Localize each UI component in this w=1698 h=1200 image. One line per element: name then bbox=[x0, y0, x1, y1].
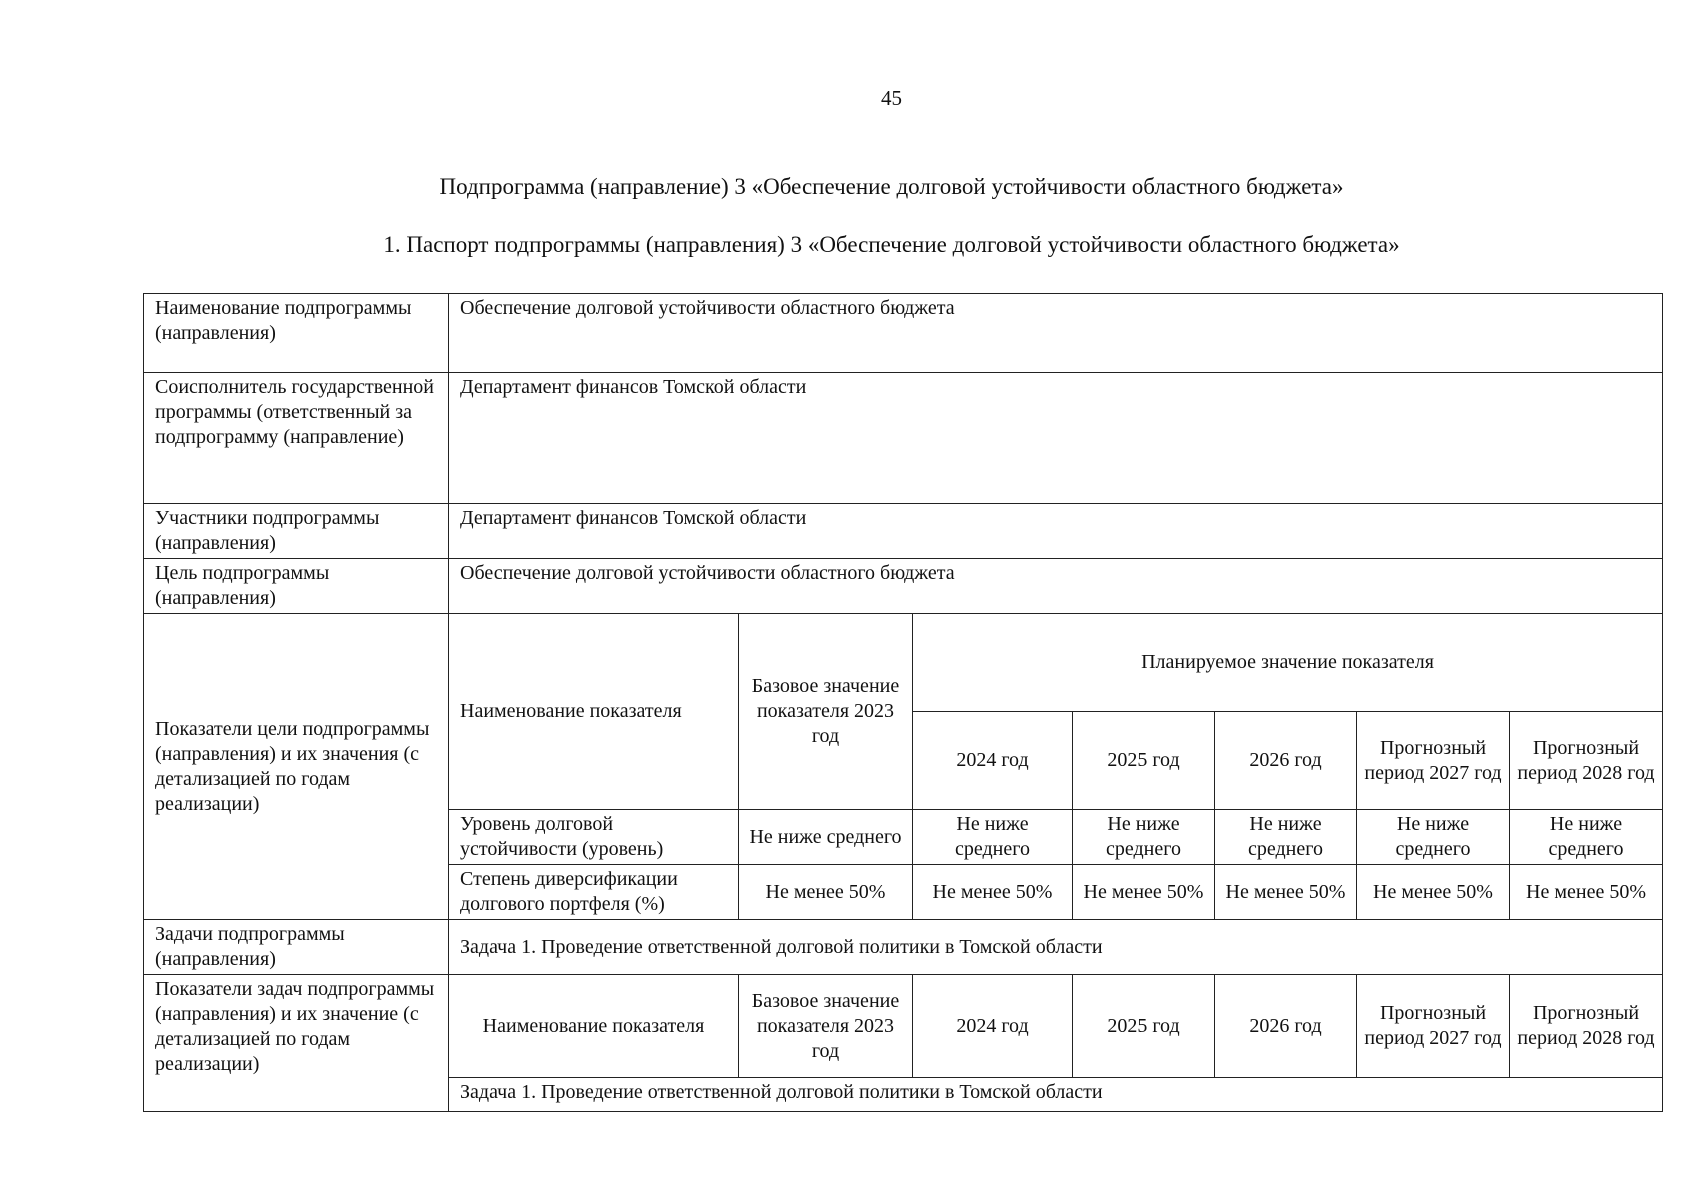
indicator-value: Не ниже среднего bbox=[1510, 810, 1663, 865]
passport-title: 1. Паспорт подпрограммы (направления) 3 «Обеспечение долговой устойчивости областного бюджета» bbox=[383, 232, 1400, 257]
row-value: Задача 1. Проведение ответственной долговой политики в Томской области bbox=[449, 920, 1663, 975]
table-row-tasks bbox=[144, 920, 1663, 975]
table-row-participants bbox=[144, 504, 1663, 559]
base-value-header: Базовое значение показателя 2023 год bbox=[739, 614, 913, 810]
indicator-value: Не менее 50% bbox=[1510, 865, 1663, 920]
indicator-value: Не менее 50% bbox=[1357, 865, 1510, 920]
indicator-name: Уровень долговой устойчивости (уровень) bbox=[449, 810, 739, 865]
indicator-value: Не ниже среднего bbox=[1073, 810, 1215, 865]
year-header: 2025 год bbox=[1073, 975, 1215, 1078]
indicator-value: Не менее 50% bbox=[1215, 865, 1357, 920]
task-value: Задача 1. Проведение ответственной долговой политики в Томской области bbox=[449, 1078, 1663, 1112]
row-label: Участники подпрограммы (направления) bbox=[144, 504, 449, 559]
table-row-goal bbox=[144, 559, 1663, 614]
indicator-name-header: Наименование показателя bbox=[449, 614, 739, 810]
indicator-value: Не ниже среднего bbox=[913, 810, 1073, 865]
row-label: Показатели задач подпрограммы (направления) и их значение (с детализацией по годам реализации) bbox=[144, 975, 449, 1112]
year-header: 2026 год bbox=[1215, 712, 1357, 810]
row-label: Наименование подпрограммы (направления) bbox=[144, 294, 449, 373]
year-header: Прогнозный период 2028 год bbox=[1510, 712, 1663, 810]
row-value: Обеспечение долговой устойчивости областного бюджета bbox=[449, 559, 1663, 614]
row-value: Департамент финансов Томской области bbox=[449, 373, 1663, 504]
row-label: Соисполнитель государственной программы (ответственный за подпрограмму (направление) bbox=[144, 373, 449, 504]
row-value: Департамент финансов Томской области bbox=[449, 504, 1663, 559]
indicator-value: Не ниже среднего bbox=[1357, 810, 1510, 865]
year-header: Прогнозный период 2028 год bbox=[1510, 975, 1663, 1078]
indicator-base-value: Не ниже среднего bbox=[739, 810, 913, 865]
indicator-value: Не менее 50% bbox=[913, 865, 1073, 920]
indicator-value: Не менее 50% bbox=[1073, 865, 1215, 920]
table-row-goal-indicators-header bbox=[144, 614, 1663, 712]
row-label: Показатели цели подпрограммы (направления) и их значения (с детализацией по годам реализации) bbox=[144, 614, 449, 920]
indicator-name: Степень диверсификации долгового портфеля (%) bbox=[449, 865, 739, 920]
year-header: 2024 год bbox=[913, 975, 1073, 1078]
base-value-header: Базовое значение показателя 2023 год bbox=[739, 975, 913, 1078]
passport-table bbox=[143, 293, 1663, 1112]
row-value: Обеспечение долговой устойчивости областного бюджета bbox=[449, 294, 1663, 373]
page-number: 45 bbox=[881, 86, 902, 110]
indicator-name-header: Наименование показателя bbox=[449, 975, 739, 1078]
row-label: Задачи подпрограммы (направления) bbox=[144, 920, 449, 975]
year-header: Прогнозный период 2027 год bbox=[1357, 975, 1510, 1078]
table-row-task-indicators-header bbox=[144, 975, 1663, 1078]
row-label: Цель подпрограммы (направления) bbox=[144, 559, 449, 614]
page-title: Подпрограмма (направление) 3 «Обеспечение долговой устойчивости областного бюджета» bbox=[439, 174, 1344, 199]
indicator-value: Не ниже среднего bbox=[1215, 810, 1357, 865]
year-header: 2024 год bbox=[913, 712, 1073, 810]
indicator-base-value: Не менее 50% bbox=[739, 865, 913, 920]
year-header: 2026 год bbox=[1215, 975, 1357, 1078]
table-row-name bbox=[144, 294, 1663, 373]
planned-value-header: Планируемое значение показателя bbox=[913, 614, 1663, 712]
year-header: 2025 год bbox=[1073, 712, 1215, 810]
table-row-coexecutor bbox=[144, 373, 1663, 504]
year-header: Прогнозный период 2027 год bbox=[1357, 712, 1510, 810]
